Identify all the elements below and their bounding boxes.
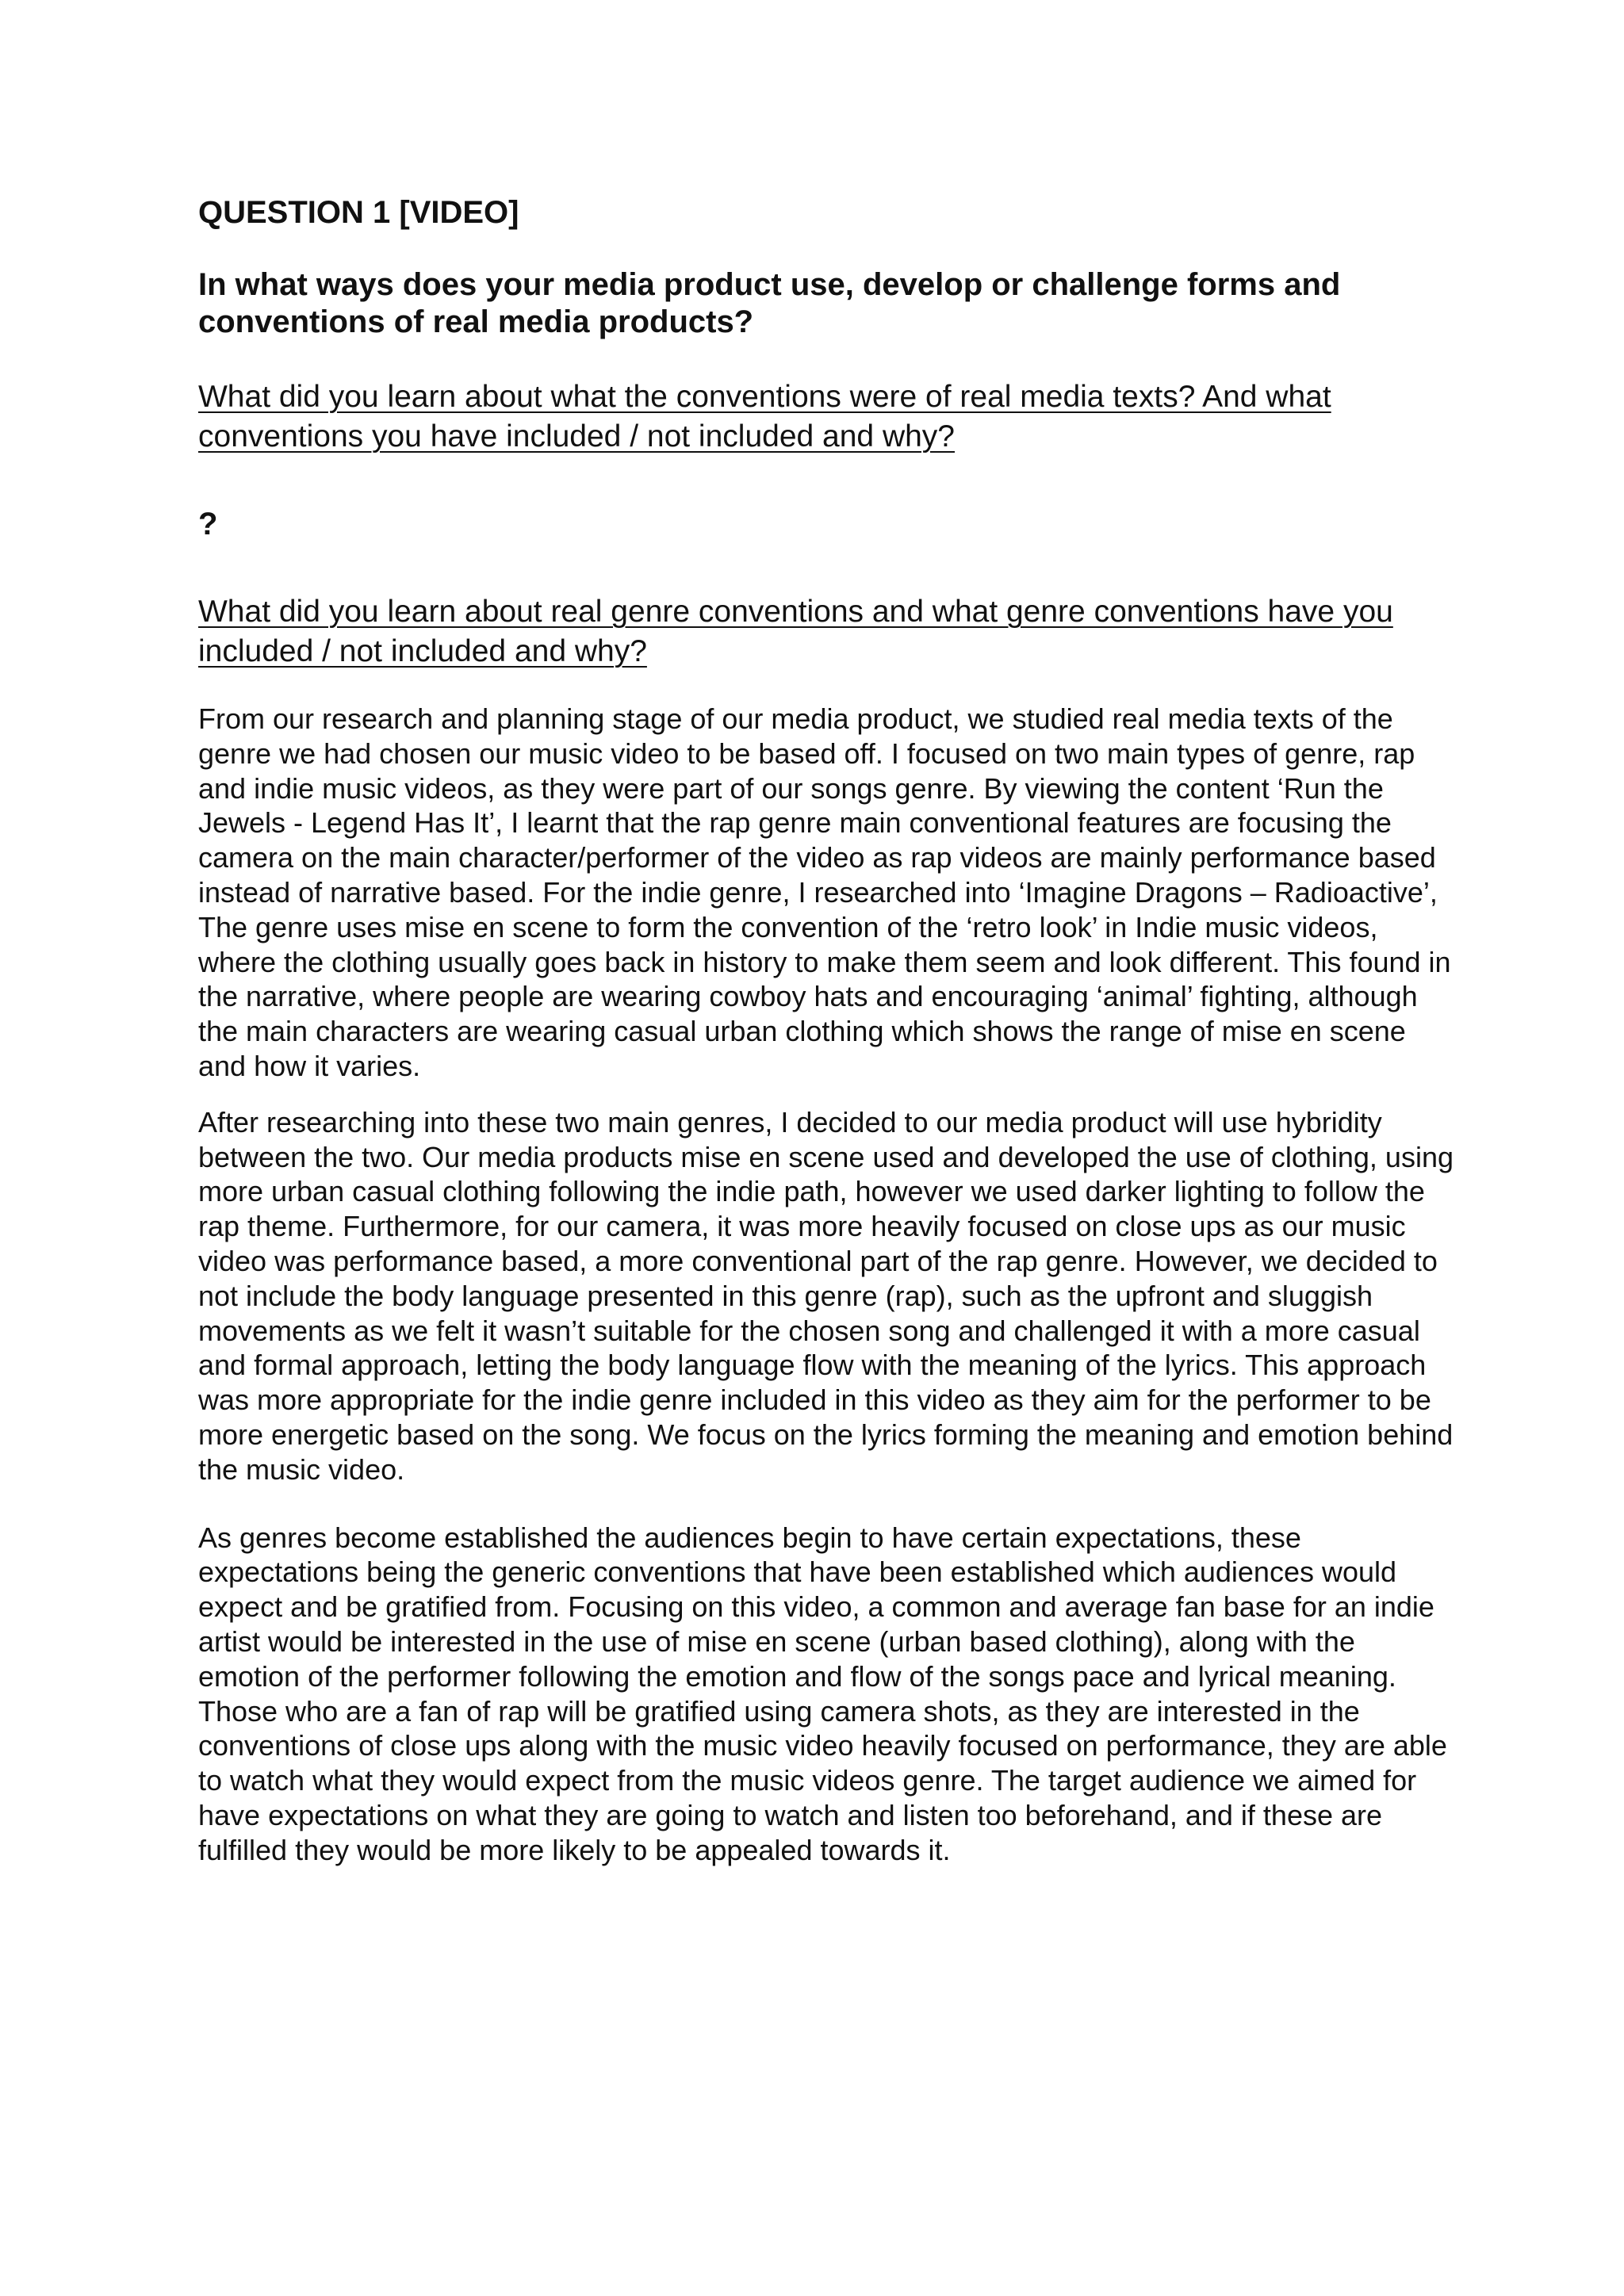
document-page [198, 194, 1455, 1868]
question-header: QUESTION 1 [VIDEO] [198, 195, 519, 230]
sub-question-conventions: What did you learn about what the conventions were of real media texts? And what conventions you have included / not included and why? [198, 380, 1331, 453]
sub-question-genre: What did you learn about real genre conventions and what genre conventions have you included / not included and why? [198, 595, 1393, 668]
answer-paragraph-research: From our research and planning stage of our media product, we studied real media texts of the genre we had chosen our music video to be based off. I focused on two main types of genre, rap and indie music videos, as they were part of our songs genre. By viewing the content ‘Run the Jewels - Legend Has It’, I learnt that the rap genre main conventional features are focusing the camera on the main character/performer of the video as rap videos are mainly performance based instead of narrative based. For the indie genre, I researched into ‘Imagine Dragons – Radioactive’, The genre uses mise en scene to form the convention of the ‘retro look’ in Indie music videos, where the clothing usually goes back in history to make them seem and look different. This found in the narrative, where people are wearing cowboy hats and encouraging ‘animal’ fighting, although the main characters are wearing casual urban clothing which shows the range of mise en scene and how it varies. [198, 702, 1451, 1082]
question-mark: ? [198, 507, 218, 541]
question-title: In what ways does your media product use, develop or challenge forms and conventions of real media products? [198, 267, 1341, 339]
answer-paragraph-hybridity: After researching into these two main genres, I decided to our media product will use hybridity between the two. Our media products mise en scene used and developed the use of clothing, using more urban casual clothing following the indie path, however we used darker lighting to follow the rap theme. Furthermore, for our camera, it was more heavily focused on close ups as our music video was performance based, a more conventional part of the rap genre. However, we decided to not include the body language presented in this genre (rap), such as the upfront and sluggish movements as we felt it wasn’t suitable for the chosen song and challenged it with a more casual and formal approach, letting the body language flow with the meaning of the lyrics. This approach was more appropriate for the indie genre included in this video as they aim for the performer to be more energetic based on the song. We focus on the lyrics forming the meaning and emotion behind the music video. [198, 1105, 1454, 1486]
answer-paragraph-audience: As genres become established the audiences begin to have certain expectations, these expectations being the generic conventions that have been established which audiences would expect and be gratified from. Focusing on this video, a common and average fan base for an indie artist would be interested in the use of mise en scene (urban based clothing), along with the emotion of the performer following the emotion and flow of the songs pace and lyrical meaning. Those who are a fan of rap will be gratified using camera shots, as they are interested in the conventions of close ups along with the music video heavily focused on performance, they are able to watch what they would expect from the music videos genre. The target audience we aimed for have expectations on what they are going to watch and listen too beforehand, and if these are fulfilled they would be more likely to be appealed towards it. [198, 1521, 1447, 1866]
